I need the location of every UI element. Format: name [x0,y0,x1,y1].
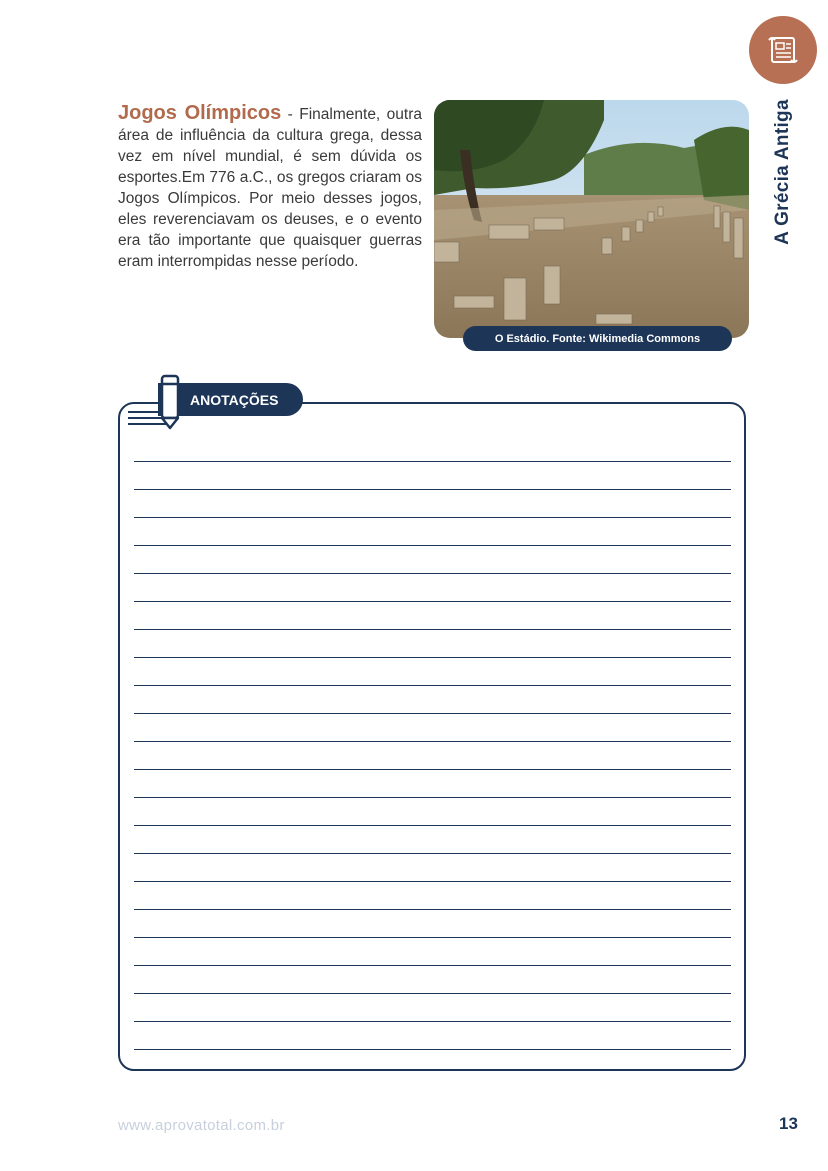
notes-ruled-line [134,629,731,630]
notes-ruled-line [134,489,731,490]
notes-ruled-line [134,1049,731,1050]
notes-ruled-line [134,657,731,658]
pencil-notepad-icon [124,374,188,434]
notes-ruled-line [134,601,731,602]
notes-ruled-line [134,797,731,798]
section-badge [749,16,817,84]
scroll-document-icon [765,32,801,68]
footer-url[interactable]: www.aprovatotal.com.br [118,1117,285,1134]
photo-caption: O Estádio. Fonte: Wikimedia Commons [463,326,732,351]
notes-ruled-line [134,881,731,882]
intro-lead: Jogos Olímpicos [118,102,282,124]
notes-ruled-line [134,825,731,826]
notes-ruled-line [134,573,731,574]
notes-box [118,402,746,1071]
intro-text: - Finalmente, outra área de influência da cultura grega, dessa vez em nível mundial, é sem dúvida os esportes.Em 776 a.C., os gregos criaram os Jogos Olímpicos. Por meio desses jogos, eles reverenciavam os deuses, e o evento era tão importante que quaisquer guerras eram interrompidas nesse período. [118,106,422,270]
notes-ruled-line [134,1021,731,1022]
notes-label: ANOTAÇÕES [158,383,303,416]
notes-ruled-line [134,965,731,966]
notes-ruled-line [134,993,731,994]
notes-ruled-line [134,517,731,518]
section-title: A Grécia Antiga [772,99,793,245]
notes-ruled-line [134,545,731,546]
notes-ruled-line [134,461,731,462]
notes-ruled-line [134,685,731,686]
notes-ruled-line [134,937,731,938]
notes-ruled-line [134,713,731,714]
notes-ruled-line [134,769,731,770]
intro-paragraph [118,103,422,272]
notes-ruled-line [134,909,731,910]
notes-ruled-line [134,741,731,742]
stadium-photo [434,100,749,338]
page-number: 13 [779,1114,798,1133]
notes-ruled-line [134,853,731,854]
